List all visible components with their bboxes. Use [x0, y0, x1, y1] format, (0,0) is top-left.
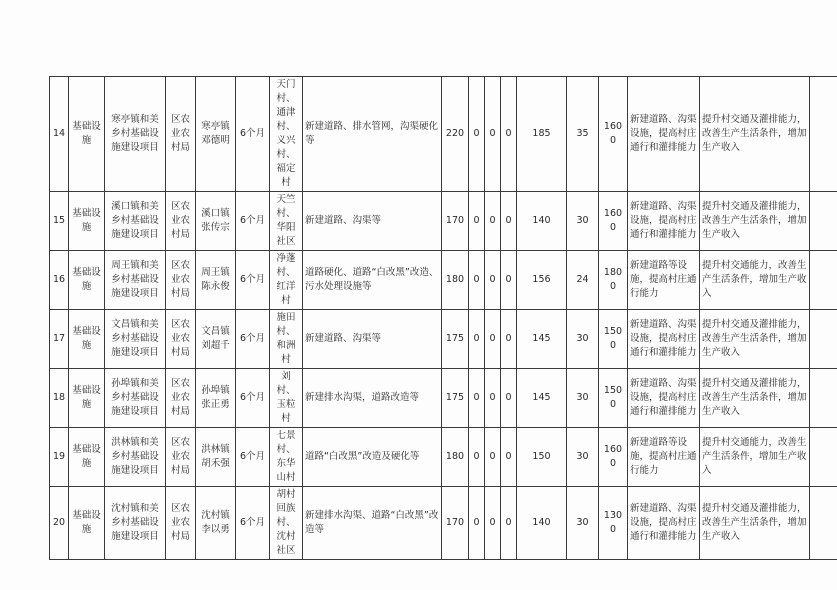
row-number: 14: [50, 77, 69, 192]
amount-cell: 145: [517, 310, 567, 369]
owner-cell: 周王镇陈永俊: [196, 251, 236, 310]
zero-cell: 0: [485, 251, 501, 310]
owner-cell: 溪口镇张传宗: [196, 192, 236, 251]
department-cell: 区农业农村局: [166, 487, 196, 560]
department-cell: 区农业农村局: [166, 310, 196, 369]
department-cell: 区农业农村局: [166, 77, 196, 192]
villages-cell: 天竺村、华阳社区: [270, 192, 303, 251]
empty-cell: [810, 369, 837, 428]
table-row: [50, 369, 837, 428]
department-cell: 区农业农村局: [166, 428, 196, 487]
category-cell: 基础设施: [69, 192, 105, 251]
villages-cell: 净蓬村、红洋村: [270, 251, 303, 310]
project-name-cell: 孙埠镇和美乡村基础设施建设项目: [105, 369, 166, 428]
total-funds-cell: 170: [442, 192, 469, 251]
effect-cell: 提升村交通能力，改善生产生活条件，增加生产收入: [700, 251, 810, 310]
villages-cell: 七景村、东华山村: [270, 428, 303, 487]
zero-cell: 0: [501, 77, 517, 192]
empty-cell: [810, 310, 837, 369]
benefit-cell: 新建道路等设施，提高村庄通行能力: [628, 251, 700, 310]
benefit-cell: 新建道路等设施，提高村庄通行能力: [628, 428, 700, 487]
row-number: 20: [50, 487, 69, 560]
zero-cell: 0: [469, 487, 485, 560]
villages-cell: 施田村、和洲村: [270, 310, 303, 369]
amount-cell: 156: [517, 251, 567, 310]
zero-cell: 0: [501, 428, 517, 487]
project-name-cell: 洪林镇和美乡村基础设施建设项目: [105, 428, 166, 487]
zero-cell: 0: [485, 310, 501, 369]
content-cell: 新建道路、沟渠等: [303, 192, 442, 251]
villages-cell: 胡村回族村、沈村社区: [270, 487, 303, 560]
category-cell: 基础设施: [69, 77, 105, 192]
zero-cell: 0: [485, 487, 501, 560]
amount-cell: 185: [517, 77, 567, 192]
zero-cell: 0: [469, 310, 485, 369]
empty-cell: [810, 428, 837, 487]
department-cell: 区农业农村局: [166, 251, 196, 310]
zero-cell: 0: [469, 369, 485, 428]
table-row: [50, 192, 837, 251]
empty-cell: [810, 487, 837, 560]
beneficiary-count-cell: 1600: [599, 192, 628, 251]
amount-cell: 30: [567, 369, 599, 428]
table-row: [50, 77, 837, 192]
category-cell: 基础设施: [69, 310, 105, 369]
amount-cell: 30: [567, 487, 599, 560]
project-name-cell: 溪口镇和美乡村基础设施建设项目: [105, 192, 166, 251]
effect-cell: 提升村交通能力，改善生产生活条件，增加生产收入: [700, 428, 810, 487]
period-cell: 6个月: [236, 487, 270, 560]
category-cell: 基础设施: [69, 487, 105, 560]
row-number: 19: [50, 428, 69, 487]
zero-cell: 0: [485, 428, 501, 487]
table-row: [50, 310, 837, 369]
empty-cell: [810, 251, 837, 310]
amount-cell: 35: [567, 77, 599, 192]
owner-cell: 文昌镇刘超千: [196, 310, 236, 369]
category-cell: 基础设施: [69, 369, 105, 428]
content-cell: 新建排水沟渠、道路“白改黑”改造等: [303, 487, 442, 560]
category-cell: 基础设施: [69, 251, 105, 310]
period-cell: 6个月: [236, 192, 270, 251]
benefit-cell: 新建道路、沟渠设施，提高村庄通行和灌排能力: [628, 192, 700, 251]
zero-cell: 0: [469, 77, 485, 192]
row-number: 18: [50, 369, 69, 428]
zero-cell: 0: [485, 77, 501, 192]
row-number: 16: [50, 251, 69, 310]
category-cell: 基础设施: [69, 428, 105, 487]
table-row: [50, 428, 837, 487]
beneficiary-count-cell: 1800: [599, 251, 628, 310]
department-cell: 区农业农村局: [166, 192, 196, 251]
period-cell: 6个月: [236, 428, 270, 487]
zero-cell: 0: [469, 251, 485, 310]
amount-cell: 145: [517, 369, 567, 428]
beneficiary-count-cell: 1500: [599, 310, 628, 369]
beneficiary-count-cell: 1600: [599, 428, 628, 487]
total-funds-cell: 175: [442, 310, 469, 369]
zero-cell: 0: [501, 310, 517, 369]
period-cell: 6个月: [236, 310, 270, 369]
effect-cell: 提升村交通及灌排能力，改善生产生活条件，增加生产收入: [700, 369, 810, 428]
amount-cell: 140: [517, 487, 567, 560]
benefit-cell: 新建道路、沟渠设施，提高村庄通行和灌排能力: [628, 487, 700, 560]
period-cell: 6个月: [236, 369, 270, 428]
project-name-cell: 寒亭镇和美乡村基础设施建设项目: [105, 77, 166, 192]
content-cell: 道路硬化、道路“白改黑”改造、污水处理设施等: [303, 251, 442, 310]
owner-cell: 洪林镇胡禾强: [196, 428, 236, 487]
zero-cell: 0: [485, 192, 501, 251]
zero-cell: 0: [501, 369, 517, 428]
zero-cell: 0: [469, 428, 485, 487]
amount-cell: 24: [567, 251, 599, 310]
total-funds-cell: 170: [442, 487, 469, 560]
total-funds-cell: 180: [442, 428, 469, 487]
department-cell: 区农业农村局: [166, 369, 196, 428]
amount-cell: 140: [517, 192, 567, 251]
amount-cell: 30: [567, 192, 599, 251]
benefit-cell: 新建道路、沟渠设施，提高村庄通行和灌排能力: [628, 310, 700, 369]
owner-cell: 寒亭镇邓德明: [196, 77, 236, 192]
effect-cell: 提升村交通及灌排能力，改善生产生活条件，增加生产收入: [700, 487, 810, 560]
total-funds-cell: 180: [442, 251, 469, 310]
total-funds-cell: 175: [442, 369, 469, 428]
beneficiary-count-cell: 1500: [599, 369, 628, 428]
effect-cell: 提升村交通及灌排能力，改善生产生活条件，增加生产收入: [700, 310, 810, 369]
period-cell: 6个月: [236, 251, 270, 310]
empty-cell: [810, 77, 837, 192]
benefit-cell: 新建道路、沟渠设施，提高村庄通行和灌排能力: [628, 369, 700, 428]
row-number: 17: [50, 310, 69, 369]
beneficiary-count-cell: 1600: [599, 77, 628, 192]
effect-cell: 提升村交通及灌排能力，改善生产生活条件，增加生产收入: [700, 77, 810, 192]
content-cell: 新建道路、排水管网，沟渠硬化等: [303, 77, 442, 192]
zero-cell: 0: [501, 487, 517, 560]
effect-cell: 提升村交通及灌排能力，改善生产生活条件，增加生产收入: [700, 192, 810, 251]
content-cell: 新建道路、沟渠等: [303, 310, 442, 369]
content-cell: 新建排水沟渠，道路改造等: [303, 369, 442, 428]
project-table: [49, 76, 837, 560]
period-cell: 6个月: [236, 77, 270, 192]
table-row: [50, 487, 837, 560]
project-name-cell: 文昌镇和美乡村基础设施建设项目: [105, 310, 166, 369]
content-cell: 道路“白改黑”改造及硬化等: [303, 428, 442, 487]
total-funds-cell: 220: [442, 77, 469, 192]
zero-cell: 0: [501, 251, 517, 310]
zero-cell: 0: [469, 192, 485, 251]
amount-cell: 30: [567, 428, 599, 487]
beneficiary-count-cell: 1300: [599, 487, 628, 560]
empty-cell: [810, 192, 837, 251]
zero-cell: 0: [485, 369, 501, 428]
villages-cell: 刘村、玉粒村: [270, 369, 303, 428]
owner-cell: 沈村镇李以勇: [196, 487, 236, 560]
villages-cell: 天门村、通津村、义兴村、福定村: [270, 77, 303, 192]
amount-cell: 150: [517, 428, 567, 487]
project-name-cell: 周王镇和美乡村基础设施建设项目: [105, 251, 166, 310]
amount-cell: 30: [567, 310, 599, 369]
project-name-cell: 沈村镇和美乡村基础设施建设项目: [105, 487, 166, 560]
table-row: [50, 251, 837, 310]
row-number: 15: [50, 192, 69, 251]
zero-cell: 0: [501, 192, 517, 251]
benefit-cell: 新建道路、沟渠设施，提高村庄通行和灌排能力: [628, 77, 700, 192]
owner-cell: 孙埠镇张正勇: [196, 369, 236, 428]
